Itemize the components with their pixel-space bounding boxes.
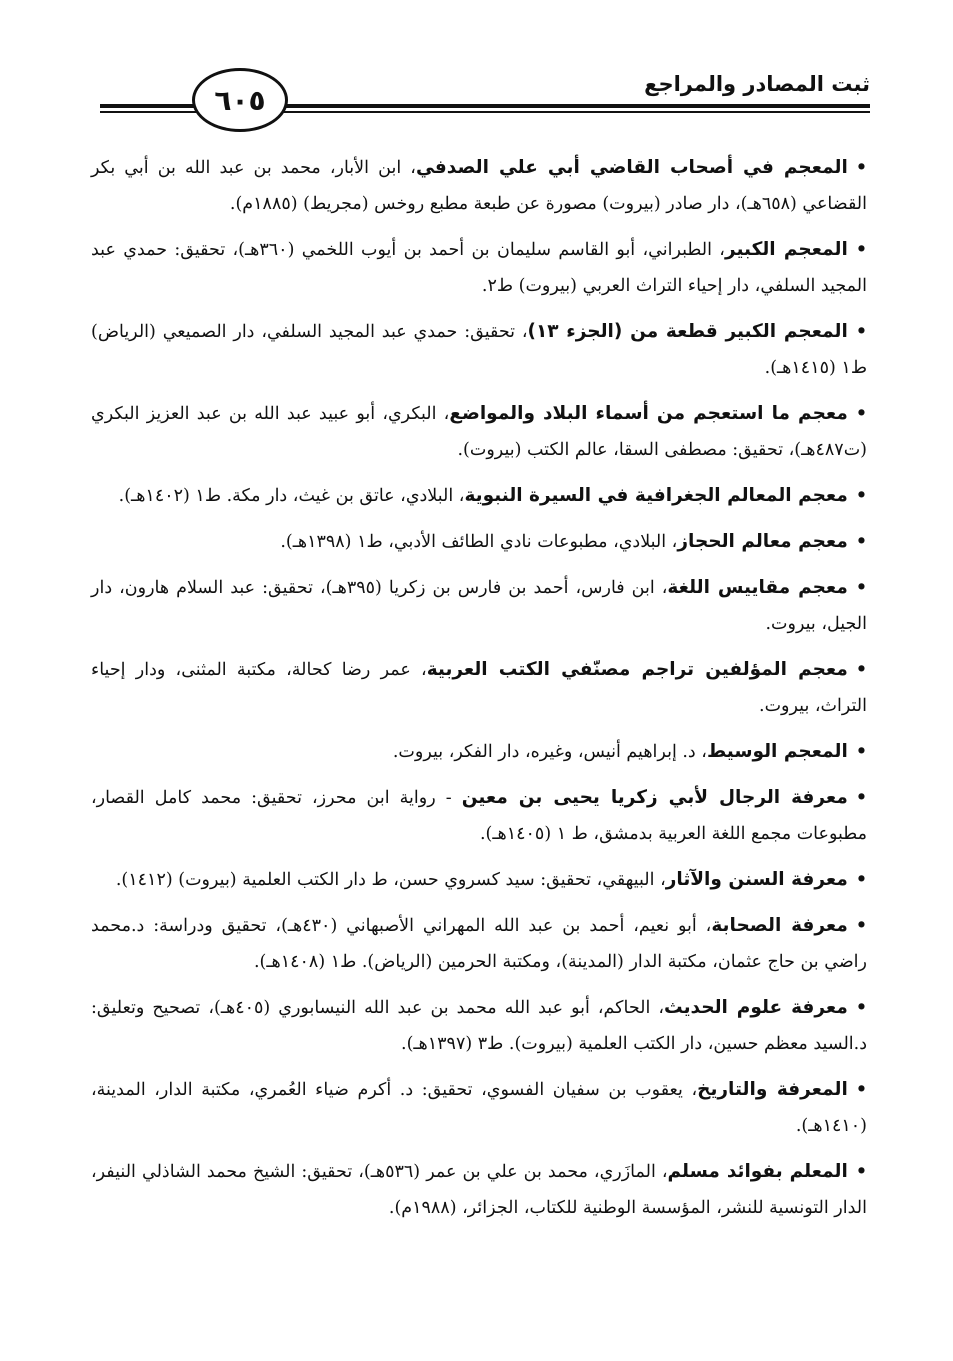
bullet-icon: • (855, 1080, 867, 1100)
bibliography-entry (91, 990, 867, 1062)
entry-details: ، الحاكم، أبو عبد الله محمد بن عبد الله النيسابوري (٤٠٥هـ)، تصحيح وتعليق: د.السيد معظم حسين، دار الكتب العلمية (بيروت). ط٣ (١٣٩٧هـ). (91, 998, 867, 1054)
bibliography-entry (91, 1154, 867, 1226)
bullet-icon: • (855, 870, 867, 890)
entry-details: ، البيهقي، تحقيق: سيد كسروي حسن، ط دار الكتب العلمية (بيروت) (١٤١٢). (115, 870, 666, 890)
bibliography-entry (91, 780, 867, 852)
entry-title: معرفة الصحابة (711, 915, 848, 936)
bibliography-entry (91, 314, 867, 386)
bibliography-entry (91, 862, 867, 898)
entry-title: معجم معالم الحجاز (677, 531, 848, 552)
entry-details: ، تحقيق: حمدي عبد المجيد السلفي، دار الصميعي (الرياض) ط١ (١٤١٥هـ). (91, 322, 867, 378)
entry-details: ، د. إبراهيم أنيس، وغيره، دار الفكر، بيروت. (392, 742, 707, 762)
bibliography-entry (91, 908, 867, 980)
bullet-icon: • (855, 322, 867, 342)
entry-title: معجم ما استعجم من أسماء البلاد والمواضع (449, 403, 848, 424)
bullet-icon: • (855, 998, 867, 1018)
bullet-icon: • (855, 486, 867, 506)
bullet-icon: • (855, 578, 868, 598)
bibliography-entry (91, 734, 867, 770)
entry-title: المعلم بفوائد مسلم (667, 1161, 848, 1182)
bullet-icon: • (855, 532, 867, 552)
entry-title: معرفة علوم الحديث (664, 997, 848, 1018)
entry-title: المعجم الوسيط (706, 741, 848, 762)
entry-details: ، أبو نعيم، أحمد بن عبد الله المهراني الأصبهاني (٤٣٠هـ)، تحقيق ودراسة: د.محمد راضي بن حاج عثمان، مكتبة الدار (المدينة)، ومكتبة الحرمين (الرياض). ط١ (١٤٠٨هـ). (91, 916, 867, 972)
bullet-icon: • (855, 788, 867, 808)
entry-title: المعجم الكبير (724, 239, 848, 260)
bullet-icon: • (855, 240, 867, 260)
page-number: ٦٠٥ (214, 83, 266, 117)
bibliography-entry (91, 524, 867, 560)
entry-details: ، ابن الأبار، محمد بن عبد الله بن أبي بكر القضاعي (٦٥٨هـ)، دار صادر (بيروت) مصورة عن طبعة مطبع روخس (مجريط) (١٨٨٥م). (91, 158, 867, 214)
bibliography-entry (91, 232, 867, 304)
entry-title: المعجم الكبير قطعة من (الجزء ١٣) (527, 321, 848, 342)
bullet-icon: • (855, 742, 867, 762)
page-number-oval (192, 68, 288, 132)
entry-details: ، البكري، أبو عبيد عبد الله بن عبد العزيز البكري (ت٤٨٧هـ)، تحقيق: مصطفى السقا، عالم الكتب (بيروت). (91, 404, 867, 460)
bibliography-entry (91, 570, 867, 642)
entry-details: ، الطبراني، أبو القاسم سليمان بن أحمد بن أيوب اللخمي (٣٦٠هـ)، تحقيق: حمدي عبد المجيد السلفي، دار إحياء التراث العربي (بيروت) ط٢. (91, 240, 867, 296)
bullet-icon: • (855, 916, 867, 936)
page-header (100, 66, 870, 136)
entry-details: ، البلادي، مطبوعات نادي الطائف الأدبي، ط١ (١٣٩٨هـ). (280, 532, 678, 552)
entry-details: - رواية ابن محرز، تحقيق: محمد كامل القصار، مطبوعات مجمع اللغة العربية بدمشق، ط ١ (١٤٠٥هـ). (91, 788, 867, 844)
bibliography-entry (91, 1072, 867, 1144)
entry-details: ، ابن فارس، أحمد بن فارس بن زكريا (٣٩٥هـ)، تحقيق: عبد السلام هارون، دار الجيل، بيروت. (91, 578, 867, 634)
bibliography-list (91, 150, 867, 1236)
entry-title: المعجم في أصحاب القاضي أبي علي الصدفي (415, 157, 848, 178)
bibliography-entry (91, 150, 867, 222)
bullet-icon: • (855, 660, 867, 680)
entry-details: ، يعقوب بن سفيان الفسوي، تحقيق: د. أكرم ضياء العُمري، مكتبة الدار، المدينة، (١٤١٠هـ). (91, 1080, 867, 1136)
entry-title: المعرفة والتاريخ (697, 1079, 848, 1100)
entry-details: ، عمر رضا كحالة، مكتبة المثنى، ودار إحياء التراث، بيروت. (91, 660, 867, 716)
bibliography-entry (91, 478, 867, 514)
entry-title: معرفة الرجال لأبي زكريا يحيى بن معين (461, 787, 848, 808)
bibliography-entry (91, 396, 867, 468)
entry-details: ، البلادي، عاتق بن غيث، دار مكة. ط١ (١٤٠٢هـ). (118, 486, 465, 506)
entry-title: معجم المعالم الجغرافية في السيرة النبوية (464, 485, 848, 506)
entry-details: ، المازَري، محمد بن علي بن عمر (٥٣٦هـ)، تحقيق: الشيخ محمد الشاذلي النيفر، الدار التونسية للنشر، المؤسسة الوطنية للكتاب، الجزائر، (١٩٨٨م). (91, 1162, 867, 1218)
bullet-icon: • (855, 158, 867, 178)
bullet-icon: • (855, 1162, 867, 1182)
entry-title: معرفة السنن والآثار (665, 869, 848, 890)
entry-title: معجم مقاييس اللغة (667, 577, 848, 598)
entry-title: معجم المؤلفين تراجم مصنّفي الكتب العربية (426, 659, 848, 680)
running-title: ثبت المصادر والمراجع (644, 72, 870, 96)
bibliography-entry (91, 652, 867, 724)
bullet-icon: • (855, 404, 867, 424)
